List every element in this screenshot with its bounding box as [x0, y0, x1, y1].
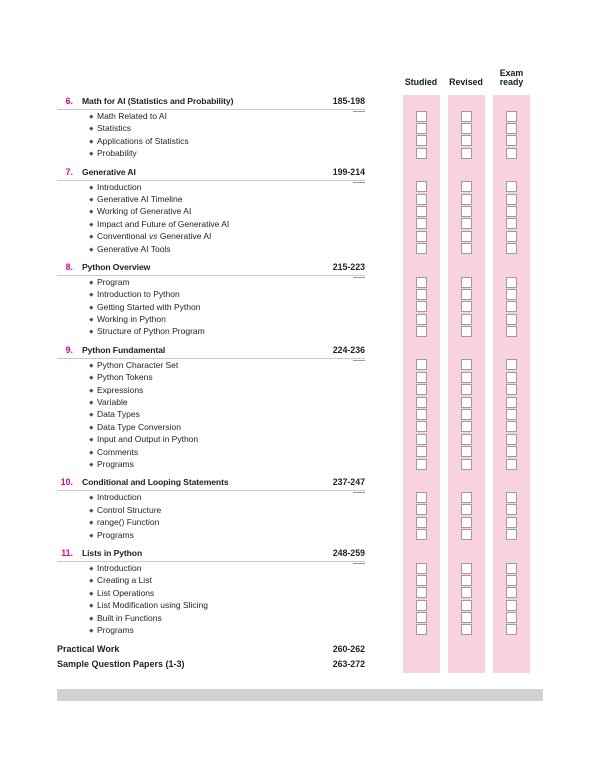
- exam-ready-checkbox[interactable]: [506, 181, 517, 192]
- revised-checkbox[interactable]: [461, 624, 472, 635]
- exam-ready-checkbox[interactable]: [506, 206, 517, 217]
- studied-checkbox[interactable]: [416, 563, 427, 574]
- topic-row: [0, 193, 600, 205]
- topic-row: [0, 384, 600, 396]
- topic-row: [0, 243, 600, 255]
- exam-ready-checkbox[interactable]: [506, 243, 517, 254]
- revised-checkbox[interactable]: [461, 563, 472, 574]
- studied-checkbox[interactable]: [416, 194, 427, 205]
- exam-ready-checkbox[interactable]: [506, 624, 517, 635]
- topic-row: [0, 325, 600, 337]
- section-row: [0, 657, 600, 672]
- bullet-icon: [89, 114, 93, 118]
- topic-row: [0, 313, 600, 325]
- revised-checkbox[interactable]: [461, 384, 472, 395]
- revised-checkbox[interactable]: [461, 397, 472, 408]
- bullet-icon: [89, 400, 93, 404]
- bullet-icon: [89, 222, 93, 226]
- topic-label: Comments: [97, 446, 139, 457]
- exam-ready-checkbox[interactable]: [506, 301, 517, 312]
- chapter-number: 6.: [65, 96, 73, 106]
- studied-checkbox[interactable]: [416, 587, 427, 598]
- topic-label: Introduction to Python: [97, 289, 180, 300]
- section-row: [0, 642, 600, 657]
- topic-label: Expressions: [97, 384, 144, 395]
- revised-checkbox[interactable]: [461, 517, 472, 528]
- chapter-heading-row: [0, 95, 600, 110]
- topic-label: Introduction: [97, 492, 142, 503]
- chapter-page-range: 185-198: [332, 96, 365, 106]
- chapter-heading-row: [0, 344, 600, 359]
- exam-ready-checkbox[interactable]: [506, 135, 517, 146]
- studied-checkbox[interactable]: [416, 409, 427, 420]
- chapter-title: Python Overview: [82, 261, 151, 272]
- topic-label: Python Character Set: [97, 359, 179, 370]
- topic-row: [0, 301, 600, 313]
- chapter-number: 9.: [65, 344, 73, 355]
- studied-checkbox[interactable]: [416, 359, 427, 370]
- chapter-heading-row: [0, 261, 600, 276]
- bullet-icon: [89, 604, 93, 608]
- topic-row: [0, 574, 600, 586]
- bullet-icon: [89, 438, 93, 442]
- topic-row: [0, 421, 600, 433]
- revised-checkbox[interactable]: [461, 135, 472, 146]
- revised-checkbox[interactable]: [461, 218, 472, 229]
- topic-row: [0, 504, 600, 516]
- studied-checkbox[interactable]: [416, 459, 427, 470]
- bullet-icon: [89, 185, 93, 189]
- topic-row: [0, 599, 600, 611]
- exam-ready-checkbox[interactable]: [506, 359, 517, 370]
- revised-checkbox[interactable]: [461, 148, 472, 159]
- bullet-icon: [89, 210, 93, 214]
- bullet-icon: [89, 566, 93, 570]
- topic-label: range() Function: [97, 517, 160, 528]
- exam-ready-checkbox[interactable]: [506, 517, 517, 528]
- topic-row: [0, 587, 600, 599]
- bullet-icon: [89, 139, 93, 143]
- section-title: Sample Question Papers (1-3): [57, 658, 185, 669]
- revised-checkbox[interactable]: [461, 301, 472, 312]
- topic-label: Python Tokens: [97, 372, 153, 383]
- exam-ready-checkbox[interactable]: [506, 492, 517, 503]
- exam-ready-checkbox[interactable]: [506, 612, 517, 623]
- topic-label: Built in Functions: [97, 612, 162, 623]
- studied-checkbox[interactable]: [416, 397, 427, 408]
- bullet-icon: [89, 305, 93, 309]
- bullet-icon: [89, 413, 93, 417]
- bullet-icon: [89, 533, 93, 537]
- studied-checkbox[interactable]: [416, 135, 427, 146]
- topic-label: Math Related to AI: [97, 111, 167, 121]
- exam-ready-checkbox[interactable]: [506, 409, 517, 420]
- revised-checkbox[interactable]: [461, 359, 472, 370]
- studied-checkbox[interactable]: [416, 218, 427, 229]
- bullet-icon: [89, 247, 93, 251]
- chapter-heading-row: [0, 166, 600, 181]
- chapter-heading-row: [0, 547, 600, 562]
- bullet-icon: [89, 235, 93, 239]
- studied-checkbox[interactable]: [416, 277, 427, 288]
- topic-row: [0, 446, 600, 458]
- section-title: Practical Work: [57, 644, 120, 655]
- revised-checkbox[interactable]: [461, 434, 472, 445]
- exam-ready-checkbox[interactable]: [506, 397, 517, 408]
- bullet-icon: [89, 363, 93, 367]
- revised-checkbox[interactable]: [461, 587, 472, 598]
- revised-checkbox[interactable]: [461, 194, 472, 205]
- studied-checkbox[interactable]: [416, 624, 427, 635]
- bullet-icon: [89, 293, 93, 297]
- section-page-range: 260-262: [332, 644, 365, 655]
- topic-row: [0, 433, 600, 445]
- bullet-icon: [89, 462, 93, 466]
- topic-label: Generative AI Tools: [97, 243, 171, 254]
- topic-row: [0, 624, 600, 636]
- bullet-icon: [89, 152, 93, 156]
- topic-row: [0, 288, 600, 300]
- revised-checkbox[interactable]: [461, 600, 472, 611]
- revised-checkbox[interactable]: [461, 421, 472, 432]
- column-header-studied: Studied: [404, 77, 438, 88]
- bullet-icon: [89, 579, 93, 583]
- exam-ready-checkbox[interactable]: [506, 277, 517, 288]
- bullet-icon: [89, 318, 93, 322]
- topic-label: Impact and Future of Generative AI: [97, 218, 230, 229]
- bullet-icon: [89, 521, 93, 525]
- topic-label: Applications of Statistics: [97, 135, 189, 146]
- chapter-number: 7.: [65, 166, 73, 177]
- exam-ready-checkbox[interactable]: [506, 459, 517, 470]
- topic-row: [0, 458, 600, 470]
- chapter-number: 11.: [61, 547, 73, 558]
- revised-checkbox[interactable]: [461, 326, 472, 337]
- topic-row: [0, 218, 600, 230]
- topic-row: [0, 359, 600, 371]
- topic-row: [0, 529, 600, 541]
- bullet-icon: [89, 496, 93, 500]
- topic-label: List Modification using Slicing: [97, 600, 209, 611]
- topic-label: Programs: [97, 624, 134, 635]
- topic-label: Data Type Conversion: [97, 421, 181, 432]
- topic-label: Program: [97, 276, 130, 287]
- revised-checkbox[interactable]: [461, 111, 472, 122]
- exam-ready-checkbox[interactable]: [506, 123, 517, 134]
- chapter-title: Generative AI: [82, 166, 136, 177]
- bullet-icon: [89, 376, 93, 380]
- bullet-icon: [89, 127, 93, 131]
- topic-label: Conventional vs Generative AI: [97, 231, 212, 242]
- studied-checkbox[interactable]: [416, 612, 427, 623]
- topic-row: [0, 408, 600, 420]
- studied-checkbox[interactable]: [416, 600, 427, 611]
- topic-label: Statistics: [97, 123, 132, 134]
- topic-row: [0, 612, 600, 624]
- studied-checkbox[interactable]: [416, 289, 427, 300]
- footer-bar: [57, 689, 543, 701]
- revised-checkbox[interactable]: [461, 123, 472, 134]
- revised-checkbox[interactable]: [461, 492, 472, 503]
- studied-checkbox[interactable]: [416, 243, 427, 254]
- studied-checkbox[interactable]: [416, 314, 427, 325]
- exam-ready-checkbox[interactable]: [506, 446, 517, 457]
- studied-checkbox[interactable]: [416, 111, 427, 122]
- studied-checkbox[interactable]: [416, 148, 427, 159]
- exam-ready-checkbox[interactable]: [506, 384, 517, 395]
- chapter-title: Python Fundamental: [82, 344, 166, 355]
- topic-label: Programs: [97, 458, 134, 469]
- studied-checkbox[interactable]: [416, 421, 427, 432]
- exam-ready-checkbox[interactable]: [506, 289, 517, 300]
- studied-checkbox[interactable]: [416, 231, 427, 242]
- studied-checkbox[interactable]: [416, 301, 427, 312]
- topic-label: Control Structure: [97, 504, 162, 515]
- topic-label: Working in Python: [97, 314, 166, 325]
- topic-row: [0, 276, 600, 288]
- chapter-page-range: 224-236: [332, 344, 365, 355]
- studied-checkbox[interactable]: [416, 384, 427, 395]
- chapter-title: Lists in Python: [82, 547, 143, 558]
- exam-ready-checkbox[interactable]: [506, 326, 517, 337]
- topic-row: [0, 147, 600, 159]
- studied-checkbox[interactable]: [416, 517, 427, 528]
- topic-row: [0, 181, 600, 193]
- bullet-icon: [89, 388, 93, 392]
- exam-ready-checkbox[interactable]: [506, 600, 517, 611]
- topic-row: [0, 516, 600, 528]
- topic-row: [0, 205, 600, 217]
- bullet-icon: [89, 425, 93, 429]
- topic-label: Variable: [97, 397, 128, 408]
- exam-ready-checkbox[interactable]: [506, 434, 517, 445]
- topic-label: Structure of Python Program: [97, 326, 205, 337]
- studied-checkbox[interactable]: [416, 181, 427, 192]
- section-page-range: 263-272: [332, 658, 365, 669]
- topic-label: Getting Started with Python: [97, 301, 201, 312]
- topic-label: Creating a List: [97, 575, 152, 586]
- chapter-page-range: 199-214: [332, 166, 365, 177]
- exam-ready-checkbox[interactable]: [506, 218, 517, 229]
- studied-checkbox[interactable]: [416, 206, 427, 217]
- chapter-number: 8.: [65, 261, 73, 272]
- exam-ready-checkbox[interactable]: [506, 587, 517, 598]
- column-header-revised: Revised: [449, 77, 483, 88]
- topic-label: Programs: [97, 529, 134, 540]
- exam-ready-checkbox[interactable]: [506, 575, 517, 586]
- topic-row: [0, 122, 600, 134]
- topic-row: [0, 491, 600, 503]
- chapter-page-range: 248-259: [332, 547, 365, 558]
- exam-ready-checkbox[interactable]: [506, 421, 517, 432]
- topic-row: [0, 135, 600, 147]
- column-header-exam-ready: Exam ready: [499, 67, 524, 88]
- revised-checkbox[interactable]: [461, 231, 472, 242]
- revised-checkbox[interactable]: [461, 289, 472, 300]
- bullet-icon: [89, 616, 93, 620]
- exam-ready-checkbox[interactable]: [506, 563, 517, 574]
- bullet-icon: [89, 508, 93, 512]
- bullet-icon: [89, 450, 93, 454]
- topic-row: [0, 371, 600, 383]
- bullet-icon: [89, 591, 93, 595]
- topic-label: Data Types: [97, 409, 140, 420]
- bullet-icon: [89, 628, 93, 632]
- exam-ready-checkbox[interactable]: [506, 194, 517, 205]
- studied-checkbox[interactable]: [416, 492, 427, 503]
- chapter-number: 10.: [60, 477, 73, 488]
- revised-checkbox[interactable]: [461, 459, 472, 470]
- revised-checkbox[interactable]: [461, 612, 472, 623]
- chapter-page-range: 237-247: [332, 477, 365, 488]
- revised-checkbox[interactable]: [461, 409, 472, 420]
- revised-checkbox[interactable]: [461, 206, 472, 217]
- topic-row: [0, 110, 600, 122]
- topic-label: Introduction: [97, 562, 142, 573]
- revised-checkbox[interactable]: [461, 504, 472, 515]
- studied-checkbox[interactable]: [416, 326, 427, 337]
- exam-ready-checkbox[interactable]: [506, 231, 517, 242]
- topic-row: [0, 396, 600, 408]
- chapter-page-range: 215-223: [332, 261, 365, 272]
- studied-checkbox[interactable]: [416, 446, 427, 457]
- bullet-icon: [89, 330, 93, 334]
- studied-checkbox[interactable]: [416, 529, 427, 540]
- revised-checkbox[interactable]: [461, 446, 472, 457]
- topic-label: Working of Generative AI: [97, 206, 192, 217]
- topic-label: Introduction: [97, 181, 142, 192]
- studied-checkbox[interactable]: [416, 504, 427, 515]
- chapter-title: Math for AI (Statistics and Probability): [82, 96, 234, 106]
- topic-row: [0, 230, 600, 242]
- revised-checkbox[interactable]: [461, 314, 472, 325]
- exam-ready-checkbox[interactable]: [506, 504, 517, 515]
- exam-ready-checkbox[interactable]: [506, 148, 517, 159]
- topic-label: List Operations: [97, 587, 155, 598]
- topic-row: [0, 562, 600, 574]
- exam-ready-checkbox[interactable]: [506, 372, 517, 383]
- studied-checkbox[interactable]: [416, 434, 427, 445]
- revised-checkbox[interactable]: [461, 529, 472, 540]
- exam-ready-checkbox[interactable]: [506, 111, 517, 122]
- studied-checkbox[interactable]: [416, 372, 427, 383]
- chapter-title: Conditional and Looping Statements: [82, 477, 229, 488]
- studied-checkbox[interactable]: [416, 123, 427, 134]
- topic-label: Generative AI Timeline: [97, 193, 183, 204]
- studied-checkbox[interactable]: [416, 575, 427, 586]
- topic-label: Input and Output in Python: [97, 434, 199, 445]
- bullet-icon: [89, 280, 93, 284]
- revised-checkbox[interactable]: [461, 181, 472, 192]
- chapter-heading-row: [0, 476, 600, 491]
- revised-checkbox[interactable]: [461, 575, 472, 586]
- bullet-icon: [89, 197, 93, 201]
- exam-ready-checkbox[interactable]: [506, 314, 517, 325]
- revised-checkbox[interactable]: [461, 372, 472, 383]
- toc-rows: [0, 95, 600, 671]
- revised-checkbox[interactable]: [461, 277, 472, 288]
- exam-ready-checkbox[interactable]: [506, 529, 517, 540]
- revised-checkbox[interactable]: [461, 243, 472, 254]
- topic-label: Probability: [97, 148, 137, 159]
